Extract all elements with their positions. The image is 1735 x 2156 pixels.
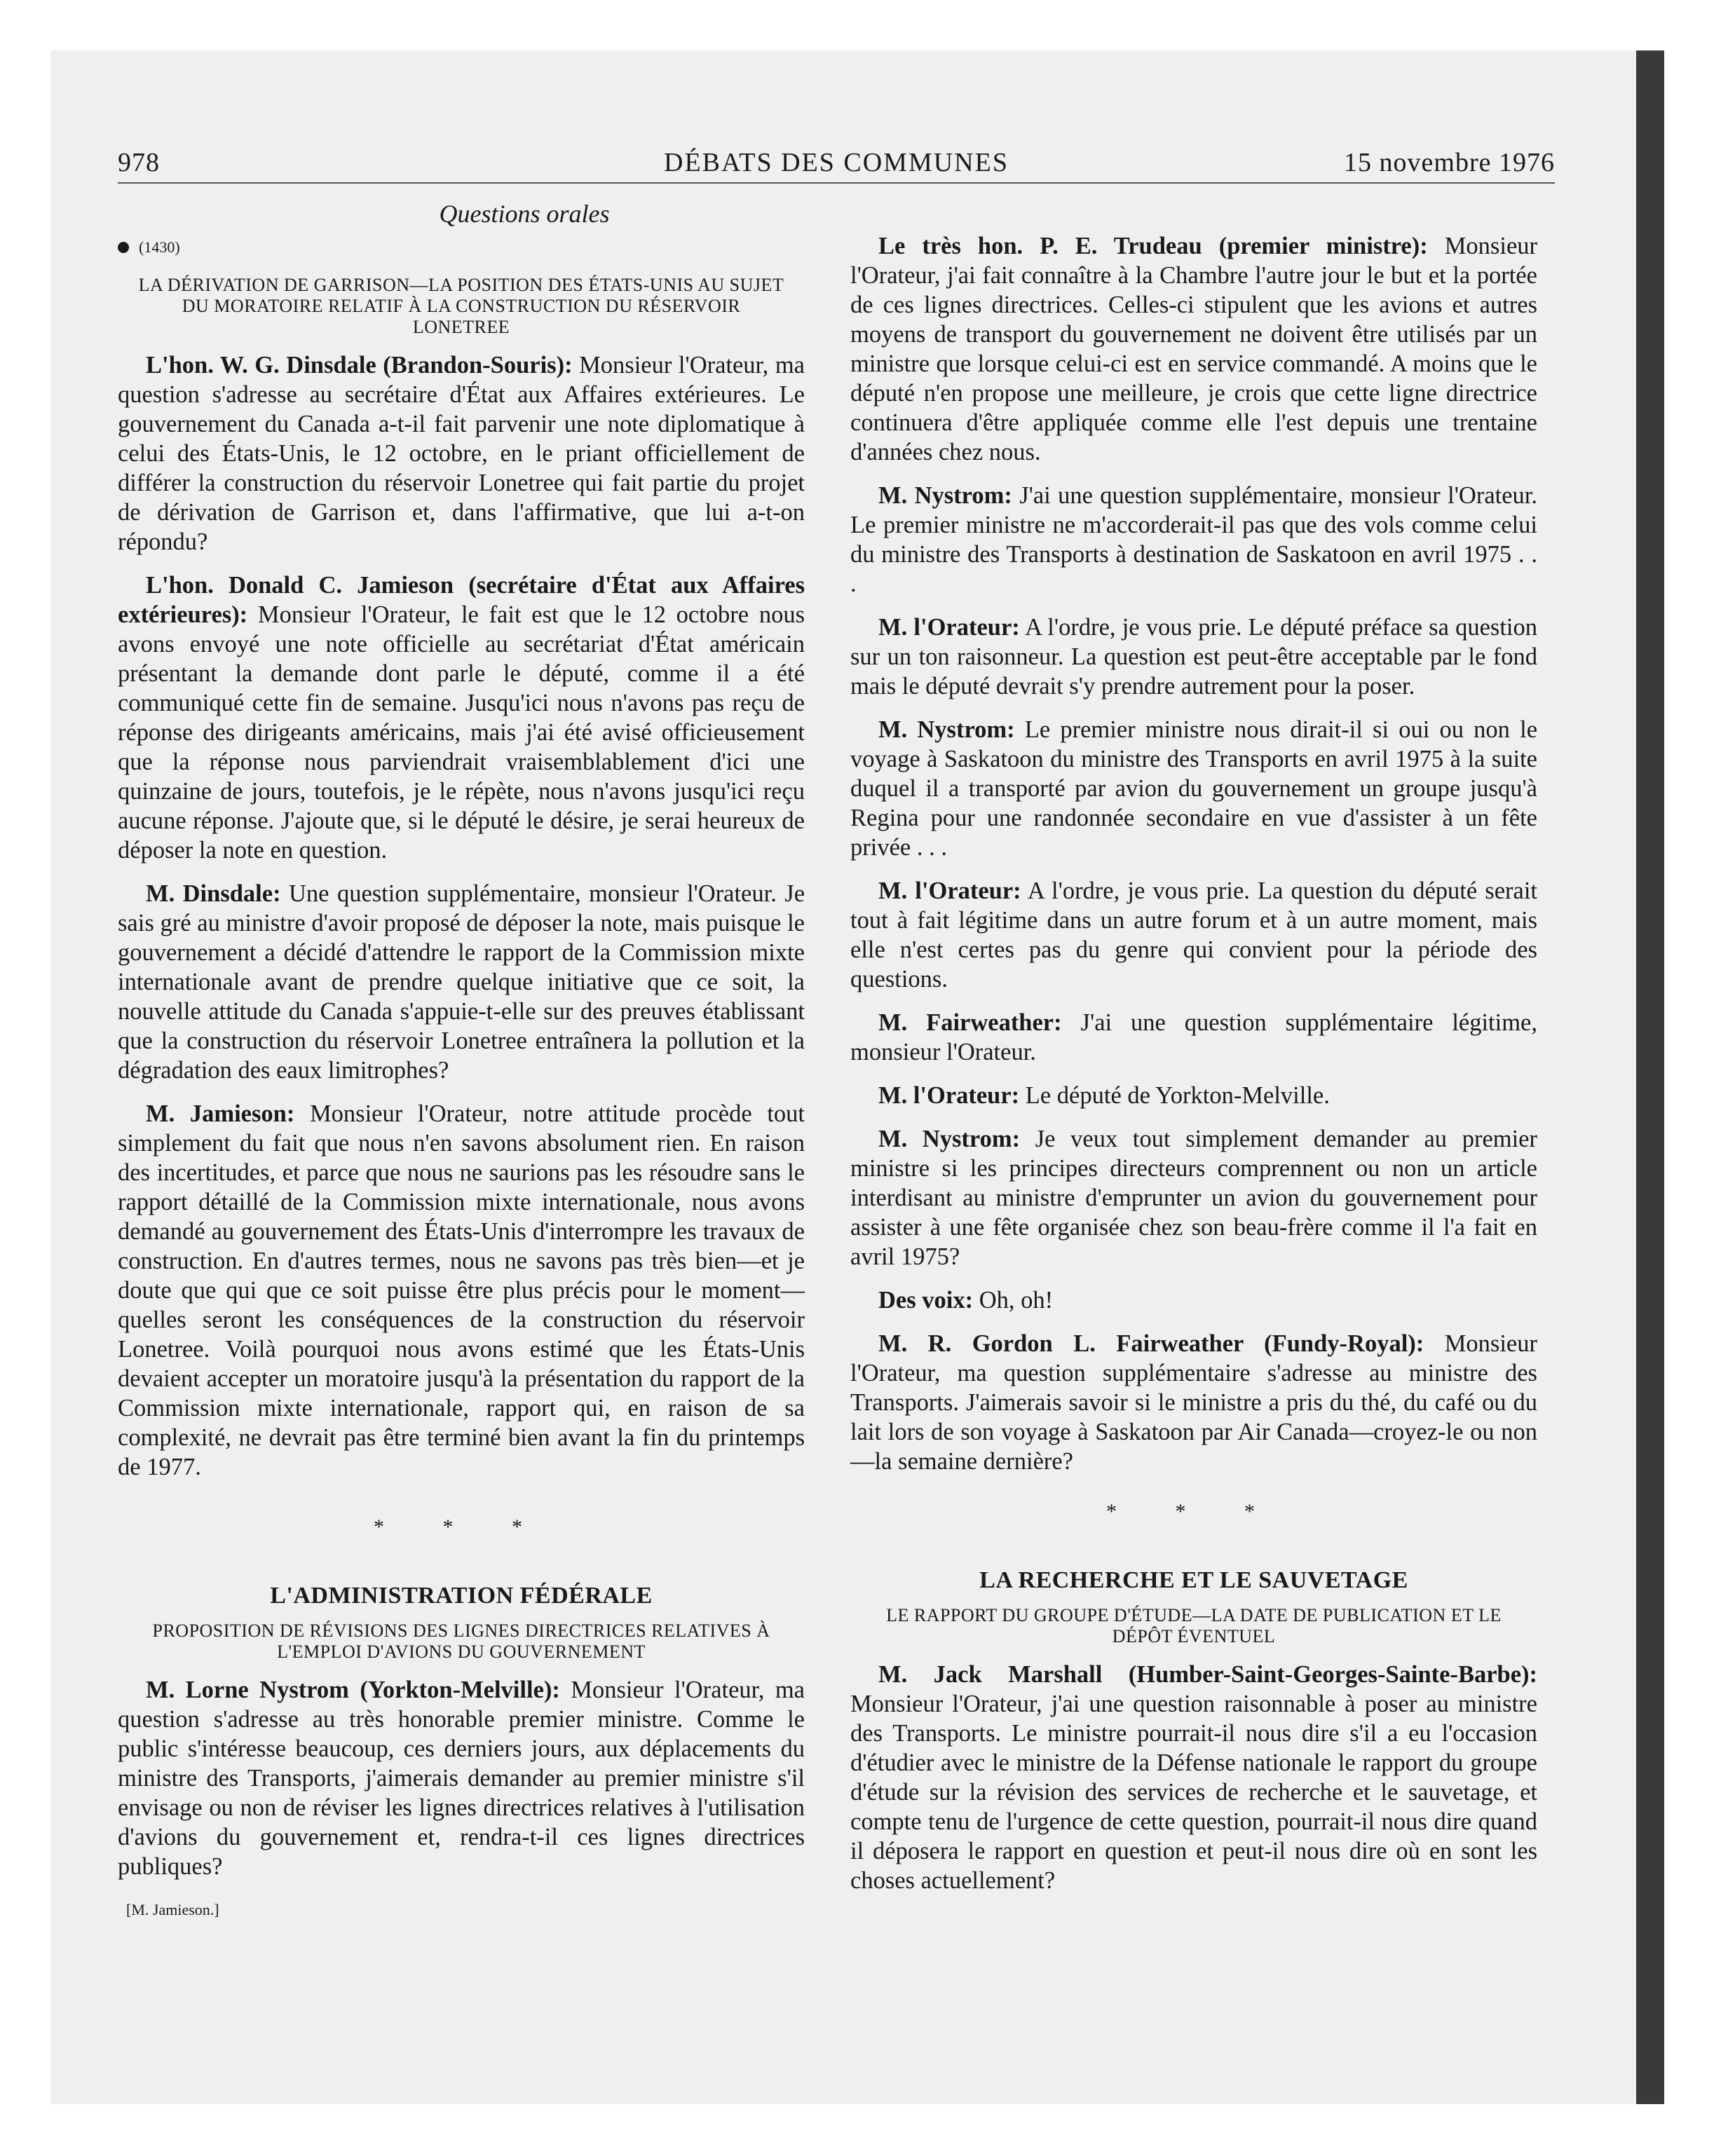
speaker-name: M. Jack Marshall (Humber-Saint-Georges-Sainte-Barbe): <box>878 1661 1537 1688</box>
speaker-name: M. l'Orateur: <box>878 614 1020 641</box>
heading-recherche: LA RECHERCHE ET LE SAUVETAGE <box>979 1567 1408 1593</box>
speaker-name: M. Nystrom: <box>878 716 1015 743</box>
speech <box>850 1329 1537 1476</box>
speech <box>118 879 805 1085</box>
speaker-name: M. l'Orateur: <box>878 1082 1020 1109</box>
speech <box>850 613 1537 701</box>
time-marker <box>118 233 805 262</box>
heading-administration: L'ADMINISTRATION FÉDÉRALE <box>270 1583 653 1609</box>
bullet-icon <box>118 242 129 253</box>
speaker-name: L'hon. Donald C. Jamieson (secrétaire d'État aux Affaires extérieures): <box>118 572 805 628</box>
section-separator: * * * <box>374 1515 549 1538</box>
scan-edge-bar <box>1636 50 1664 2104</box>
speech <box>118 1099 805 1482</box>
speech <box>850 1081 1537 1110</box>
speech-text: Monsieur l'Orateur, j'ai fait connaître à la Chambre l'autre jour le but et la portée de ces lignes directrices. Celles-ci stipulent que les avions et autres moyens de transport du gouvernement ne doivent être utilisés par un ministre que lorsque celui-ci est en service commandé. A moins que le député n'en propose une meilleure, je crois que cette ligne directrice continuera d'être appliquée comme elle l'est depuis une trentaine d'années chez nous. <box>850 233 1537 465</box>
speech <box>850 1285 1537 1315</box>
speech-text: Une question supplémentaire, monsieur l'Orateur. Je sais gré au ministre d'avoir proposé de déposer la note, mais puisque le gouvernement a décidé d'attendre le rapport de la Commission mixte internationale avant de prendre quelque initiative que ce soit, la nouvelle attitude du Canada s'appuie-t-elle sur des preuves établissant que la construction du réservoir Lonetree entraînera la pollution et la dégradation des eaux limitrophes? <box>118 880 805 1084</box>
speech <box>118 571 805 865</box>
time-marker-text: (1430) <box>139 238 180 256</box>
section-label: Questions orales <box>439 200 610 228</box>
speech <box>850 876 1537 994</box>
speaker-name: M. l'Orateur: <box>878 878 1021 904</box>
speech <box>118 1675 805 1881</box>
subhead-avions: PROPOSITION DE RÉVISIONS DES LIGNES DIRECTRICES RELATIVES À L'EMPLOI D'AVIONS DU GOUVERNEMENT <box>152 1621 770 1662</box>
speaker-name: L'hon. W. G. Dinsdale (Brandon-Souris): <box>146 352 573 378</box>
speaker-name: M. Nystrom: <box>878 1126 1021 1152</box>
speech <box>850 1124 1537 1271</box>
speech-text: Monsieur l'Orateur, j'ai une question raisonnable à poser au ministre des Transports. Le ministre pourrait-il nous dire s'il a eu l'occasion d'étudier avec le ministre de la Défense nationale le rapport du groupe d'étude sur la révision des services de recherche et le sauvetage, et compte tenu de l'urgence de cette question, pourrait-il nous dire quand il déposera le rapport en question et peut-il nous dire où en sont les choses actuellement? <box>850 1691 1537 1894</box>
speech-text: Monsieur l'Orateur, notre attitude procède tout simplement du fait que nous n'en savons absolument rien. En raison des incertitudes, et parce que nous ne saurions pas les résoudre sans le rapport détaillé de la Commission mixte internationale, nous avons demandé au gouvernement des États-Unis d'interrompre les travaux de construction. En d'autres termes, nous ne savons pas très bien—et je doute que qui que ce soit puisse être plus précis pour le moment—quelles seront les conséquences de la construction du réservoir Lonetree. Voilà pourquoi nous avons estimé que les États-Unis devaient accepter un moratoire jusqu'à la présentation du rapport de la Commission mixte internationale, rapport qui, en raison de sa complexité, ne devrait pas être terminé bien avant la fin du printemps de 1977. <box>118 1100 805 1480</box>
section-separator: * * * <box>1106 1500 1281 1523</box>
speech <box>850 1008 1537 1067</box>
speech-text: Monsieur l'Orateur, le fait est que le 12 octobre nous avons envoyé une note officielle au secrétariat d'État américain présentant la demande dont parle le député, comme il a été communiqué cette fin de semaine. Jusqu'ici nous n'avons pas reçu de réponse des dirigeants américains, mais j'ai été avisé officieusement que la réponse nous parviendrait vraisemblablement d'ici une quinzaine de jours, toutefois, je le répète, nous n'avons jusqu'ici reçu aucune réponse. J'ajoute que, si le député le désire, je serai heureux de déposer la note en question. <box>118 601 805 864</box>
speech <box>850 1660 1537 1895</box>
speaker-name: M. R. Gordon L. Fairweather (Fundy-Royal): <box>878 1330 1424 1357</box>
subhead-garrison: LA DÉRIVATION DE GARRISON—LA POSITION DES ÉTATS-UNIS AU SUJET DU MORATOIRE RELATIF À LA CONSTRUCTION DU RÉSERVOIR LONETREE <box>138 275 784 337</box>
page-header <box>118 140 1555 184</box>
speech-text: Oh, oh! <box>973 1287 1054 1314</box>
speech <box>118 350 805 557</box>
speech-text: Je veux tout simplement demander au premier ministre si les principes directeurs comprennent ou non un article interdisant au ministre d'emprunter un avion du gouvernement pour assister à une fête organisée chez son beau-frère comme il l'a fait en avril 1975? <box>850 1126 1537 1270</box>
speech-text: Monsieur l'Orateur, ma question supplémentaire s'adresse au ministre des Transports. J'aimerais savoir si le ministre a pris du thé, du café ou du lait lors de son voyage à Saskatoon par Air Canada—croyez-le ou non—la semaine dernière? <box>850 1330 1537 1475</box>
speaker-name: M. Dinsdale: <box>146 880 281 907</box>
speech-text: J'ai une question supplémentaire légitime, monsieur l'Orateur. <box>850 1009 1537 1065</box>
speech-text: Monsieur l'Orateur, ma question s'adresse au très honorable premier ministre. Comme le public s'intéresse beaucoup, ces derniers jours, aux déplacements du ministre des Transports, j'aimerais demander au premier ministre s'il envisage ou non de réviser les lignes directrices relatives à l'utilisation d'avions du gouvernement et, rendra-t-il ces lignes directrices publiques? <box>118 1677 805 1880</box>
footnote: [M. Jamieson.] <box>126 1901 219 1918</box>
speaker-name: M. Fairweather: <box>878 1009 1062 1036</box>
speech <box>850 481 1537 599</box>
publication-date: 15 novembre 1976 <box>1344 148 1555 177</box>
page-number: 978 <box>118 148 160 177</box>
speech <box>850 715 1537 862</box>
speaker-name: Le très hon. P. E. Trudeau (premier ministre): <box>878 233 1428 259</box>
publication-title: DÉBATS DES COMMUNES <box>664 148 1009 177</box>
speaker-name: M. Lorne Nystrom (Yorkton-Melville): <box>146 1677 560 1703</box>
speech-text: Monsieur l'Orateur, ma question s'adresse au secrétaire d'État aux Affaires extérieures. Le gouvernement du Canada a-t-il fait parvenir une note diplomatique à celui des États-Unis, le 12 octobre, en le priant officiellement de différer la construction du réservoir Lonetree qui fait partie du projet de dérivation de Garrison et, dans l'affirmative, que lui a-t-on répondu? <box>118 352 805 555</box>
speech-text: A l'ordre, je vous prie. Le député préface sa question sur un ton raisonneur. La question est peut-être acceptable par le fond mais le député devrait s'y prendre autrement pour la poser. <box>850 614 1538 700</box>
speaker-name: M. Jamieson: <box>146 1100 295 1127</box>
left-column <box>118 199 805 1925</box>
speech-text: J'ai une question supplémentaire, monsieur l'Orateur. Le premier ministre ne m'accorderait-il pas que des vols comme celui du ministre des Transports à destination de Saskatoon en avril 1975 . . . <box>850 482 1537 597</box>
speech <box>850 231 1537 467</box>
speech-text: A l'ordre, je vous prie. La question du député serait tout à fait légitime dans un autre forum et à un autre moment, mais elle n'est certes pas du genre qui convient pour la période des questions. <box>850 878 1537 992</box>
speech-text: Le député de Yorkton-Melville. <box>1019 1082 1330 1109</box>
subhead-rapport: LE RAPPORT DU GROUPE D'ÉTUDE—LA DATE DE PUBLICATION ET LE DÉPÔT ÉVENTUEL <box>886 1605 1502 1646</box>
right-column <box>850 231 1537 1909</box>
speaker-name: M. Nystrom: <box>878 482 1012 509</box>
speaker-name: Des voix: <box>878 1287 974 1314</box>
speech-text: Le premier ministre nous dirait-il si oui ou non le voyage à Saskatoon du ministre des Transports en avril 1975 à la suite duquel il a transporté par avion du gouvernement un groupe jusqu'à Regina pour une randonnée secondaire en vue d'assister à un fête privée . . . <box>850 716 1538 861</box>
